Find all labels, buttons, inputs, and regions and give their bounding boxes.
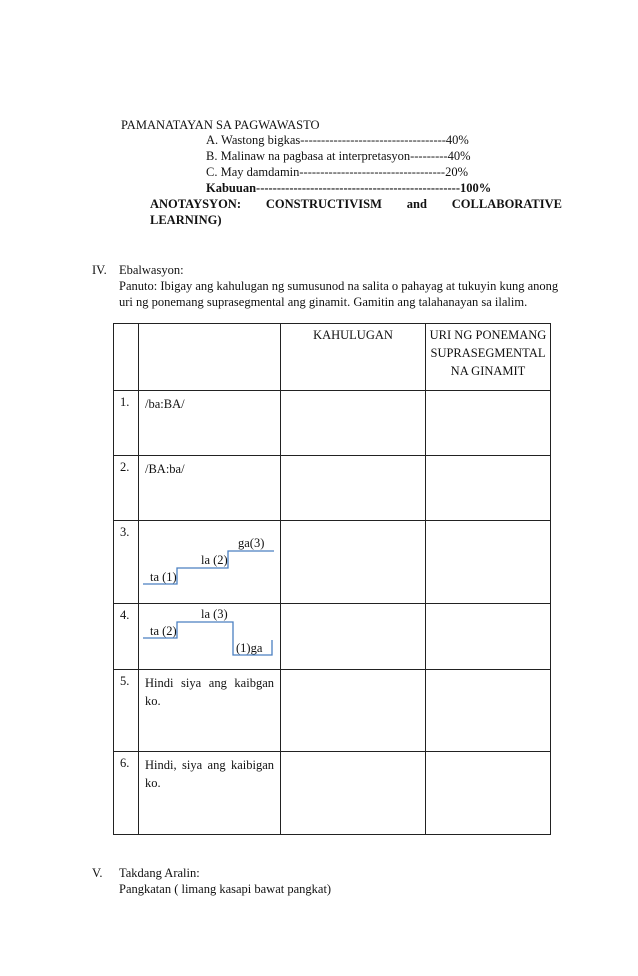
meaning-cell[interactable]	[281, 670, 426, 752]
meaning-cell[interactable]	[281, 391, 426, 456]
table-row	[114, 391, 551, 456]
type-cell[interactable]	[426, 521, 551, 604]
annotation-word: ANOTAYSYON:	[150, 197, 241, 211]
syllable: la (2)	[201, 553, 228, 567]
row-number: 3.	[114, 521, 139, 604]
table-row	[114, 670, 551, 752]
section-numeral: IV.	[92, 263, 107, 277]
header-type: URI NG PONEMANG SUPRASEGMENTAL NA GINAMIT	[426, 324, 551, 391]
table-row	[114, 521, 551, 604]
rubric-item-c: C. May damdamin-----------------------------------20%	[206, 165, 468, 179]
header-cell	[114, 324, 139, 391]
instructions-line: uri ng ponemang suprasegmental ang ginamit. Gamitin ang talahanayan sa ilalim.	[119, 295, 528, 309]
meaning-cell[interactable]	[281, 456, 426, 521]
annotation-word: CONSTRUCTIVISM	[265, 197, 382, 211]
annotation-word: COLLABORATIVE	[451, 197, 562, 211]
row-item: Hindi, siya ang kaibigan ko.	[139, 752, 281, 835]
row-number: 4.	[114, 604, 139, 670]
row-item: Hindi siya ang kaibgan ko.	[139, 670, 281, 752]
assignment-line: Pangkatan ( limang kasapi bawat pangkat)	[119, 882, 332, 896]
section-numeral: V.	[92, 866, 103, 880]
row-number: 6.	[114, 752, 139, 835]
rubric-heading: PAMANATAYAN SA PAGWAWASTO	[121, 118, 320, 132]
rubric-item-a: A. Wastong bigkas-----------------------------------40%	[206, 133, 469, 147]
row-number: 1.	[114, 391, 139, 456]
intonation-cell	[139, 604, 281, 670]
evaluation-table	[113, 323, 551, 835]
meaning-cell[interactable]	[281, 604, 426, 670]
syllable: ta (2)	[150, 624, 177, 638]
meaning-cell[interactable]	[281, 521, 426, 604]
header-meaning: KAHULUGAN	[281, 324, 426, 391]
type-cell[interactable]	[426, 604, 551, 670]
row-number: 2.	[114, 456, 139, 521]
annotation-line1	[150, 197, 562, 212]
table-header-row	[114, 324, 551, 391]
syllable: ga(3)	[238, 536, 265, 550]
type-cell[interactable]	[426, 752, 551, 835]
type-cell[interactable]	[426, 670, 551, 752]
type-cell[interactable]	[426, 456, 551, 521]
intonation-line	[139, 604, 281, 669]
intonation-diagram	[139, 604, 280, 669]
row-item: /BA:ba/	[139, 456, 281, 521]
annotation-line2: LEARNING)	[150, 213, 222, 227]
table-row	[114, 456, 551, 521]
section-title: Takdang Aralin:	[119, 866, 200, 880]
rubric-item-b: B. Malinaw na pagbasa at interpretasyon---------40%	[206, 149, 471, 163]
section-title: Ebalwasyon:	[119, 263, 184, 277]
header-cell	[139, 324, 281, 391]
meaning-cell[interactable]	[281, 752, 426, 835]
type-cell[interactable]	[426, 391, 551, 456]
intonation-diagram	[139, 521, 280, 603]
syllable: (1)ga	[236, 641, 263, 655]
syllable: la (3)	[201, 607, 228, 621]
row-item: /ba:BA/	[139, 391, 281, 456]
row-number: 5.	[114, 670, 139, 752]
annotation-word: and	[406, 197, 427, 211]
syllable: ta (1)	[150, 570, 177, 584]
rubric-total: Kabuuan-------------------------------------------------100%	[206, 181, 492, 195]
intonation-line	[139, 521, 281, 603]
intonation-cell	[139, 521, 281, 604]
instructions-line: Panuto: Ibigay ang kahulugan ng sumusunod na salita o pahayag at tukuyin kung anong	[119, 279, 559, 293]
table-row	[114, 752, 551, 835]
table-row	[114, 604, 551, 670]
